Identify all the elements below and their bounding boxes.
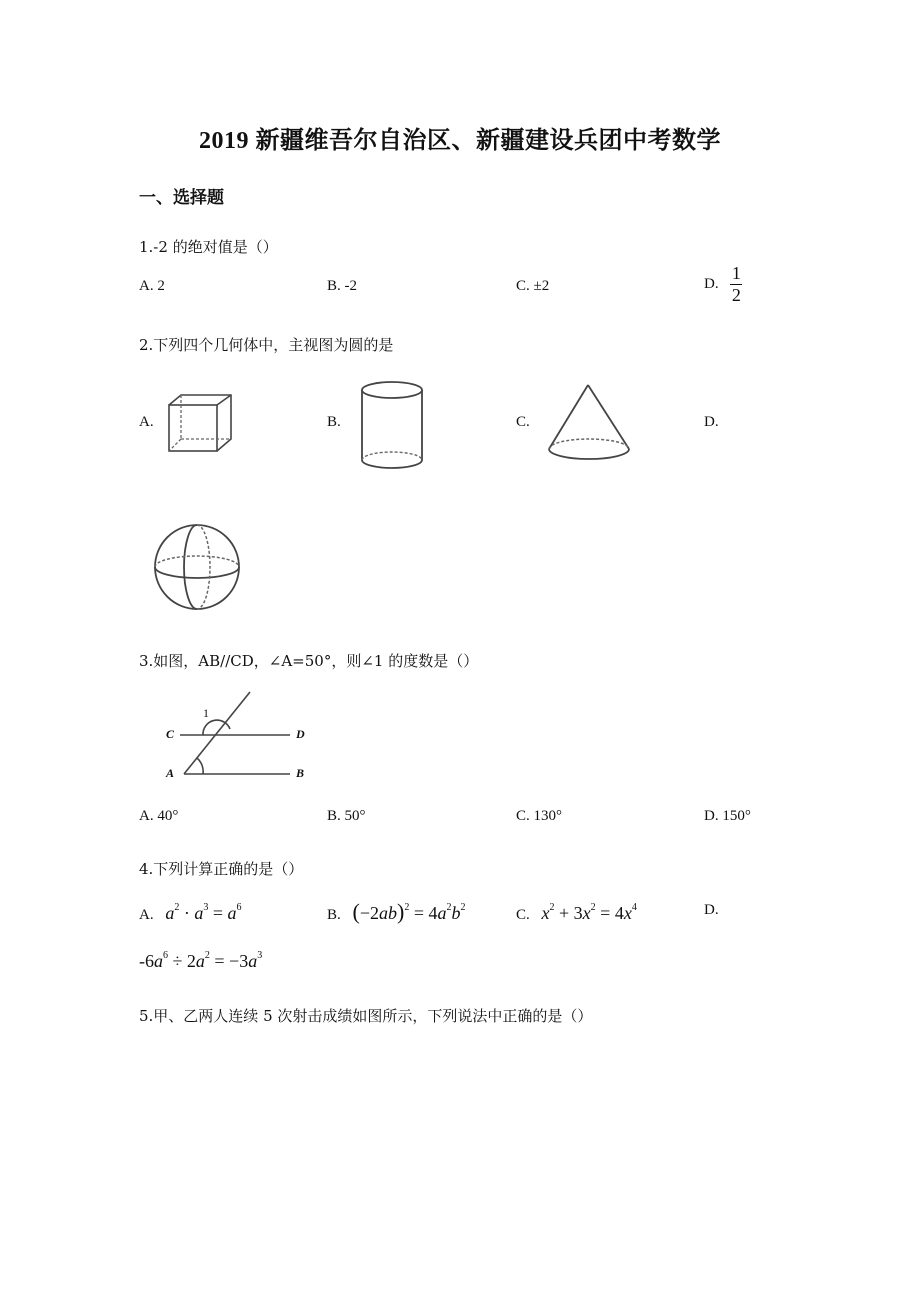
q3-option-a[interactable]: A. 40° [139, 808, 179, 824]
q4-option-a[interactable] [139, 902, 242, 924]
q3-option-b[interactable]: B. 50° [327, 808, 366, 824]
q1-option-b[interactable]: B. -2 [327, 278, 357, 294]
question-4-stem: 4.下列计算正确的是（） [139, 860, 304, 878]
document-title: 2019 新疆维吾尔自治区、新疆建设兵团中考数学 [199, 128, 721, 154]
q4-option-b-expression: $(-2ab)^2 = 4a^2b^2$ [352, 899, 466, 924]
q4-option-d-math: $-6a^6 \div 2a^2 = -3a^3$ [139, 950, 263, 971]
q4-option-b[interactable] [327, 899, 465, 925]
sphere-icon [152, 523, 244, 613]
question-5-stem: 5.甲、乙两人连续 5 次射击成绩如图所示，下列说法中正确的是（） [139, 1007, 593, 1025]
q2-option-a[interactable]: A. [139, 414, 154, 430]
point-a-label: A [166, 766, 175, 780]
q2-option-b[interactable]: B. [327, 414, 341, 430]
point-b-label: B [296, 766, 305, 780]
q4-option-c-expression: $x^2 + 3x^2 = 4x^4$ [541, 902, 637, 923]
q4-option-c-label: C. [516, 907, 530, 923]
numerator: 1 [731, 263, 741, 283]
angle-1-label: 1 [203, 706, 209, 720]
q1-option-a[interactable]: A. 2 [139, 278, 165, 294]
denominator: 2 [731, 284, 741, 305]
q4-option-c[interactable] [516, 902, 637, 924]
section-heading: 一、选择题 [139, 188, 224, 208]
q4-option-d-expression[interactable] [139, 950, 262, 972]
q1-option-d-label: D. [704, 275, 719, 292]
q3-option-d[interactable]: D. 150° [704, 808, 751, 824]
q2-option-d[interactable]: D. [704, 414, 719, 430]
point-d-label: D [296, 727, 305, 741]
q4-option-a-label: A. [139, 907, 154, 923]
question-1-stem: 1.-2 的绝对值是（） [139, 238, 278, 256]
fraction-one-half [730, 264, 742, 305]
q4-option-b-label: B. [327, 907, 341, 923]
cone-icon [545, 383, 635, 465]
q1-option-c[interactable]: C. ±2 [516, 278, 550, 294]
q1-option-d[interactable] [704, 264, 742, 305]
point-c-label: C [166, 727, 175, 741]
cylinder-icon [357, 380, 427, 474]
question-3-stem: 3.如图，AB//CD，∠A=50°，则∠1 的度数是（） [139, 652, 479, 670]
cube-icon [165, 393, 235, 457]
q4-option-d[interactable]: D. [704, 902, 719, 918]
q2-option-c[interactable]: C. [516, 414, 530, 430]
q4-option-a-expression: $a^2 \cdot a^3 = a^6$ [165, 902, 242, 923]
question-2-stem: 2.下列四个几何体中，主视图为圆的是 [139, 336, 394, 354]
q3-option-c[interactable]: C. 130° [516, 808, 563, 824]
